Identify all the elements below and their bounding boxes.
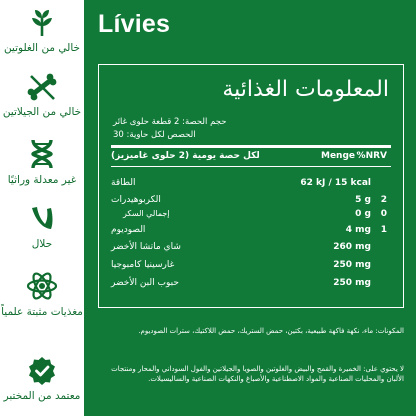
nrv-column-header: %NRV [356, 151, 387, 161]
badge-non-gmo [0, 138, 84, 186]
verified-badge-icon [27, 356, 57, 386]
servings-per-container: الحصص لكل حاوية: 30 [113, 130, 196, 140]
dna-icon [28, 138, 56, 170]
divider [111, 166, 391, 167]
per-serving-label: لكل حصة يومية (2 حلوى غاميزيز) [111, 151, 260, 161]
product-panel [84, 0, 416, 416]
table-row [111, 225, 391, 239]
nutrient-name: غارسينيا كامبوجيا [111, 260, 175, 270]
badge-gluten-free [0, 8, 84, 54]
nutrient-name: حبوب البن الأخضر [111, 278, 179, 288]
table-row [111, 260, 391, 274]
table-row [111, 242, 391, 256]
nutrient-amount: 62 kJ / 15 kcal [300, 178, 371, 188]
nutrient-name: الطاقة [111, 178, 136, 188]
nutrient-amount: 0 g [355, 209, 371, 219]
amount-column-header: Menge [321, 151, 356, 161]
badge-label: مغذيات مثبتة علمياً [1, 306, 83, 318]
brand-logo: Lívies [98, 10, 171, 38]
badge-label: خالي من الغلوتين [3, 42, 81, 54]
allergen-statement: لا يحتوي على: الخميرة والقمح والبيض والغلوتين والصويا والجيلاتين والفول السوداني والمحار ومنتجات الألبان والمحليات الصناعية والمواد الاصطناعية والأصباغ والنكهات الصناعية والساليسيلات. [111, 365, 404, 383]
feature-badges [0, 0, 84, 416]
nutrient-name: شاي ماتشا الأخضر [111, 242, 181, 252]
nutrient-amount: 250 mg [333, 278, 371, 288]
nutrient-name: الكربوهيدرات [111, 195, 161, 205]
no-bone-icon [26, 72, 58, 102]
nutrient-name: الصوديوم [111, 225, 146, 235]
badge-science-backed [0, 270, 84, 318]
nutrient-nrv: 1 [380, 225, 387, 235]
table-row [111, 278, 391, 292]
badge-label: معتمد من المختبر [3, 390, 81, 402]
nutrient-nrv: 0 [380, 209, 387, 219]
badge-halal [0, 204, 84, 250]
nutrition-title: المعلومات الغذائية [222, 77, 389, 102]
nutrient-amount: 5 g [355, 195, 371, 205]
nutrient-amount: 260 mg [333, 242, 371, 252]
nutrient-nrv: 2 [380, 195, 387, 205]
nutrient-name: إجمالي السكر [123, 209, 170, 218]
table-row [111, 195, 391, 209]
halal-icon [27, 204, 57, 234]
badge-label: خالي من الجيلاتين [2, 106, 82, 118]
atom-icon [26, 270, 58, 302]
serving-size: حجم الحصة: 2 قطعة حلوى غائر [113, 117, 227, 127]
badge-lab-tested [0, 356, 84, 402]
wheat-icon [27, 8, 57, 38]
badge-gelatin-free [0, 72, 84, 118]
divider [111, 145, 391, 148]
nutrition-facts-box [98, 64, 404, 308]
nutrient-amount: 250 mg [333, 260, 371, 270]
table-row [111, 209, 391, 223]
nutrient-amount: 4 mg [345, 225, 371, 235]
ingredients-text: المكونات: ماء، نكهة فاكهة طبيعية، بكتين، حمض الستريك، حمض اللاكتيك، سترات الصوديوم. [138, 327, 404, 335]
table-row [111, 178, 391, 192]
table-header [111, 151, 391, 165]
badge-label: حلال [31, 238, 53, 250]
badge-label: غير معدلة وراثيًا [7, 174, 77, 186]
